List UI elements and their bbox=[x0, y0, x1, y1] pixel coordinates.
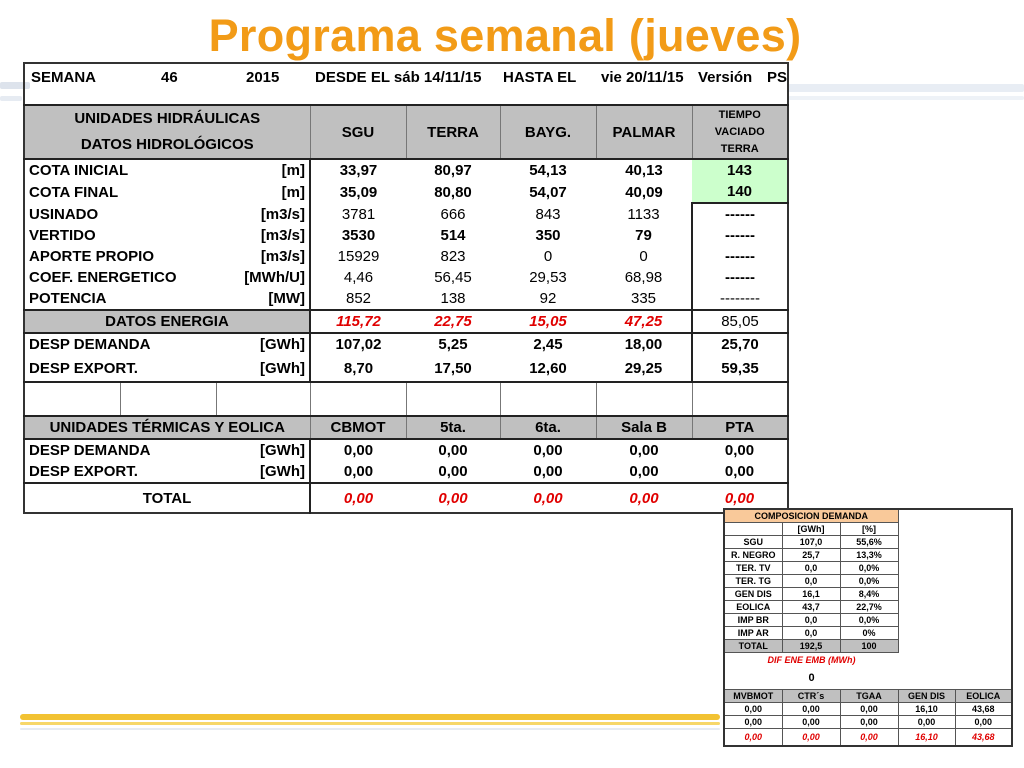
table-row bbox=[24, 288, 788, 310]
comp-pct: 55,6% bbox=[840, 536, 898, 549]
unit-gwh: [GWh] bbox=[782, 523, 840, 536]
version-value: PS bbox=[767, 69, 788, 86]
table-row bbox=[724, 703, 1012, 716]
cell-value: 80,80 bbox=[434, 183, 472, 201]
cell-value: 0,00 bbox=[596, 461, 692, 483]
weekly-program-table bbox=[23, 62, 789, 514]
energy-value: 85,05 bbox=[692, 310, 788, 333]
background-band bbox=[20, 714, 720, 720]
spacer-row bbox=[24, 382, 788, 416]
total-value: 0,00 bbox=[724, 729, 782, 747]
table-row bbox=[24, 203, 788, 225]
cell-value: 823 bbox=[440, 248, 466, 265]
row-unit: [MW] bbox=[268, 290, 305, 307]
comp-pct: 0,0% bbox=[840, 562, 898, 575]
cell-value: 0,00 bbox=[500, 461, 596, 483]
col-gen-dis: GEN DIS bbox=[898, 690, 955, 703]
comp-label: GEN DIS bbox=[724, 588, 782, 601]
dif-ene-value: 0 bbox=[808, 672, 815, 684]
cell-value: 0,00 bbox=[955, 716, 1012, 729]
list-item bbox=[724, 601, 1012, 614]
row-unit: [m3/s] bbox=[260, 205, 305, 223]
background-band bbox=[20, 722, 720, 725]
tiempo-value: ------ bbox=[692, 225, 788, 246]
row-unit: [GWh] bbox=[216, 439, 310, 461]
list-item bbox=[724, 640, 1012, 653]
cell-value: 29,53 bbox=[529, 269, 567, 286]
col-sgu: SGU bbox=[310, 105, 406, 159]
table-row bbox=[24, 246, 788, 267]
cell-value: 0,00 bbox=[724, 716, 782, 729]
background-band bbox=[788, 96, 1024, 100]
cell-value: 80,97 bbox=[406, 159, 500, 181]
cell-value: 666 bbox=[440, 205, 466, 223]
cell-value: 43,68 bbox=[955, 703, 1012, 716]
comp-label: R. NEGRO bbox=[724, 549, 782, 562]
comp-gwh: 16,1 bbox=[782, 588, 840, 601]
total-label: TOTAL bbox=[142, 489, 192, 507]
version-label: Versión bbox=[698, 69, 753, 86]
cell-value: 29,25 bbox=[596, 355, 692, 382]
cell-value: 0,00 bbox=[596, 439, 692, 461]
comp-pct: 8,4% bbox=[840, 588, 898, 601]
row-label: COTA INICIAL bbox=[24, 159, 216, 181]
row-unit: [m3/s] bbox=[260, 227, 305, 244]
cell-value: 33,97 bbox=[310, 159, 406, 181]
cell-value: 2,45 bbox=[500, 333, 596, 355]
cell-value: 0,00 bbox=[692, 439, 788, 461]
cell-value: 17,50 bbox=[406, 355, 500, 382]
tiempo-value: -------- bbox=[692, 288, 788, 310]
header-row bbox=[24, 63, 788, 90]
cell-value: 3781 bbox=[310, 203, 406, 225]
comp-gwh: 0,0 bbox=[782, 562, 840, 575]
row-unit: [m3/s] bbox=[260, 248, 305, 265]
col-6ta: 6ta. bbox=[500, 416, 596, 439]
cell-value: 0 bbox=[639, 248, 648, 265]
comp-label: SGU bbox=[724, 536, 782, 549]
cell-value: 68,98 bbox=[624, 269, 663, 286]
cell-value: 15929 bbox=[310, 246, 406, 267]
total-value: 0,00 bbox=[782, 729, 840, 747]
thermal-title: UNIDADES TÉRMICAS Y EOLICA bbox=[24, 416, 310, 439]
comp-label: IMP AR bbox=[724, 627, 782, 640]
cell-value: 350 bbox=[535, 227, 561, 244]
comp-label: TER. TV bbox=[724, 562, 782, 575]
thermal-desp-demanda-row bbox=[24, 439, 788, 461]
list-item bbox=[724, 536, 1012, 549]
total-value: 0,00 bbox=[533, 489, 563, 507]
comp-pct: 22,7% bbox=[840, 601, 898, 614]
comp-label: TOTAL bbox=[724, 640, 782, 653]
row-label: COTA FINAL bbox=[29, 183, 119, 201]
energy-value: 15,05 bbox=[500, 310, 596, 333]
table-row bbox=[724, 716, 1012, 729]
row-label: DESP DEMANDA bbox=[24, 439, 216, 461]
cell-value: 54,07 bbox=[529, 183, 567, 201]
tiempo-header: TIEMPO bbox=[718, 108, 761, 121]
cell-value: 5,25 bbox=[406, 333, 500, 355]
cell-value: 35,09 bbox=[310, 181, 406, 203]
terra-header: TERRA bbox=[720, 142, 759, 155]
col-ctrs: CTR´s bbox=[782, 690, 840, 703]
row-unit: [GWh] bbox=[216, 333, 310, 355]
row-unit: [GWh] bbox=[216, 355, 310, 382]
list-item bbox=[724, 627, 1012, 640]
col-bayg: BAYG. bbox=[500, 105, 596, 159]
col-5ta: 5ta. bbox=[406, 416, 500, 439]
cell-value: 8,70 bbox=[310, 355, 406, 382]
cell-value: 79 bbox=[635, 227, 652, 244]
hasta-date: vie 20/11/15 bbox=[601, 69, 684, 86]
list-item bbox=[724, 588, 1012, 601]
row-unit: [m] bbox=[281, 183, 305, 201]
thermal-desp-export-row bbox=[24, 461, 788, 483]
composicion-title: COMPOSICION DEMANDA bbox=[724, 509, 898, 523]
comp-gwh: 0,0 bbox=[782, 614, 840, 627]
cell-value: 843 bbox=[535, 205, 561, 223]
desde-date: DESDE EL sáb 14/11/15 bbox=[315, 69, 482, 86]
hydro-units-title: UNIDADES HIDRÁULICAS bbox=[74, 110, 261, 127]
cell-value: 25,70 bbox=[692, 333, 788, 355]
total-value: 0,00 bbox=[724, 489, 755, 507]
total-value: 16,10 bbox=[898, 729, 955, 747]
total-value: 0,00 bbox=[310, 483, 406, 513]
energy-value: 115,72 bbox=[310, 310, 406, 333]
list-item bbox=[724, 614, 1012, 627]
comp-gwh: 0,0 bbox=[782, 627, 840, 640]
total-value: 43,68 bbox=[955, 729, 1012, 747]
cell-value: 0,00 bbox=[782, 703, 840, 716]
composicion-demanda-table bbox=[723, 508, 1013, 747]
comp-label: EOLICA bbox=[724, 601, 782, 614]
desp-export-row bbox=[24, 355, 788, 382]
cell-value: 4,46 bbox=[310, 267, 406, 288]
datos-energia-label: DATOS ENERGIA bbox=[24, 310, 310, 333]
energy-row bbox=[24, 310, 788, 333]
semana-number: 46 bbox=[161, 69, 178, 86]
table-row bbox=[24, 225, 788, 246]
col-terra: TERRA bbox=[406, 105, 500, 159]
comp-label: IMP BR bbox=[724, 614, 782, 627]
cell-value: 0,00 bbox=[782, 716, 840, 729]
cell-value: 0,00 bbox=[724, 703, 782, 716]
total-row bbox=[24, 483, 788, 513]
col-mvbmot: MVBMOT bbox=[724, 690, 782, 703]
comp-gwh: 107,0 bbox=[782, 536, 840, 549]
row-label: VERTIDO bbox=[29, 227, 96, 244]
page-title: Programa semanal (jueves) bbox=[208, 10, 802, 61]
cell-value: 0,00 bbox=[898, 716, 955, 729]
row-label: USINADO bbox=[29, 205, 99, 223]
tiempo-value: ------ bbox=[692, 267, 788, 288]
row-label: DESP EXPORT. bbox=[24, 355, 216, 382]
comp-pct: 13,3% bbox=[840, 549, 898, 562]
cell-value: 54,13 bbox=[500, 159, 596, 181]
vaciado-header: VACIADO bbox=[714, 125, 765, 138]
cell-value: 0,00 bbox=[310, 439, 406, 461]
cell-value: 3530 bbox=[310, 225, 406, 246]
hasta-label: HASTA EL bbox=[503, 69, 577, 86]
comp-gwh: 25,7 bbox=[782, 549, 840, 562]
row-label: DESP DEMANDA bbox=[24, 333, 216, 355]
total-value: 0,00 bbox=[840, 729, 898, 747]
tiempo-value: ------ bbox=[692, 246, 788, 267]
cell-value: 56,45 bbox=[434, 269, 472, 286]
comp-pct: 0,0% bbox=[840, 614, 898, 627]
comp-gwh: 0,0 bbox=[782, 575, 840, 588]
total-value: 0,00 bbox=[629, 489, 659, 507]
comp-pct: 0,0% bbox=[840, 575, 898, 588]
comp-pct: 0% bbox=[840, 627, 898, 640]
row-label: DESP EXPORT. bbox=[24, 461, 216, 483]
list-item bbox=[724, 549, 1012, 562]
cell-value: 0,00 bbox=[500, 439, 596, 461]
col-palmar: PALMAR bbox=[596, 105, 692, 159]
list-item bbox=[724, 575, 1012, 588]
cell-value: 0,00 bbox=[310, 461, 406, 483]
energy-value: 22,75 bbox=[406, 310, 500, 333]
tiempo-value: ------ bbox=[692, 203, 788, 225]
table-row bbox=[24, 159, 788, 181]
cell-value: 107,02 bbox=[310, 333, 406, 355]
background-band bbox=[0, 96, 22, 101]
year: 2015 bbox=[246, 69, 280, 86]
table-row bbox=[24, 181, 788, 203]
row-unit: [m] bbox=[216, 159, 310, 181]
cell-value: 0,00 bbox=[840, 703, 898, 716]
cell-value: 40,13 bbox=[596, 159, 692, 181]
cell-value: 18,00 bbox=[596, 333, 692, 355]
cell-value: 0,00 bbox=[406, 461, 500, 483]
cell-value: 59,35 bbox=[692, 355, 788, 382]
col-pta: PTA bbox=[692, 416, 788, 439]
cell-value: 0,00 bbox=[840, 716, 898, 729]
background-band bbox=[20, 728, 720, 730]
cell-value: 1133 bbox=[627, 205, 660, 223]
hydro-header-row bbox=[24, 105, 788, 159]
cell-value: 12,60 bbox=[500, 355, 596, 382]
cell-value: 0,00 bbox=[406, 439, 500, 461]
cell-value: 40,09 bbox=[625, 183, 663, 201]
col-sala-b: Sala B bbox=[596, 416, 692, 439]
cell-value: 852 bbox=[310, 288, 406, 310]
cell-value: 138 bbox=[440, 290, 466, 307]
tiempo-value: 140 bbox=[692, 181, 788, 203]
cell-value: 0,00 bbox=[692, 461, 788, 483]
comp-gwh: 192,5 bbox=[782, 640, 840, 653]
unit-pct: [%] bbox=[840, 523, 898, 536]
cell-value: 335 bbox=[630, 290, 657, 307]
tiempo-value: 143 bbox=[692, 159, 788, 181]
cell-value: 514 bbox=[440, 227, 466, 244]
cell-value: 92 bbox=[539, 290, 557, 307]
comp-label: TER. TG bbox=[724, 575, 782, 588]
table-row bbox=[724, 729, 1012, 747]
cell-value: 0 bbox=[543, 248, 553, 265]
row-unit: [GWh] bbox=[216, 461, 310, 483]
table-row bbox=[24, 267, 788, 288]
cell-value: 16,10 bbox=[898, 703, 955, 716]
desp-demanda-row bbox=[24, 333, 788, 355]
total-value: 0,00 bbox=[438, 489, 468, 507]
row-unit: [MWh/U] bbox=[244, 269, 305, 286]
comp-pct: 100 bbox=[840, 640, 898, 653]
semana-label: SEMANA bbox=[31, 69, 97, 86]
thermal-header-row bbox=[24, 416, 788, 439]
row-label: POTENCIA bbox=[29, 290, 107, 307]
dif-ene-label: DIF ENE EMB (MWh) bbox=[767, 655, 856, 665]
row-label: COEF. ENERGETICO bbox=[29, 269, 177, 286]
comp-gwh: 43,7 bbox=[782, 601, 840, 614]
background-band bbox=[788, 84, 1024, 92]
row-label: APORTE PROPIO bbox=[29, 248, 155, 265]
list-item bbox=[724, 562, 1012, 575]
hydro-data-title: DATOS HIDROLÓGICOS bbox=[80, 136, 254, 153]
col-tgaa: TGAA bbox=[840, 690, 898, 703]
col-cbmot: CBMOT bbox=[310, 416, 406, 439]
energy-value: 47,25 bbox=[596, 310, 692, 333]
col-eolica: EOLICA bbox=[955, 690, 1012, 703]
